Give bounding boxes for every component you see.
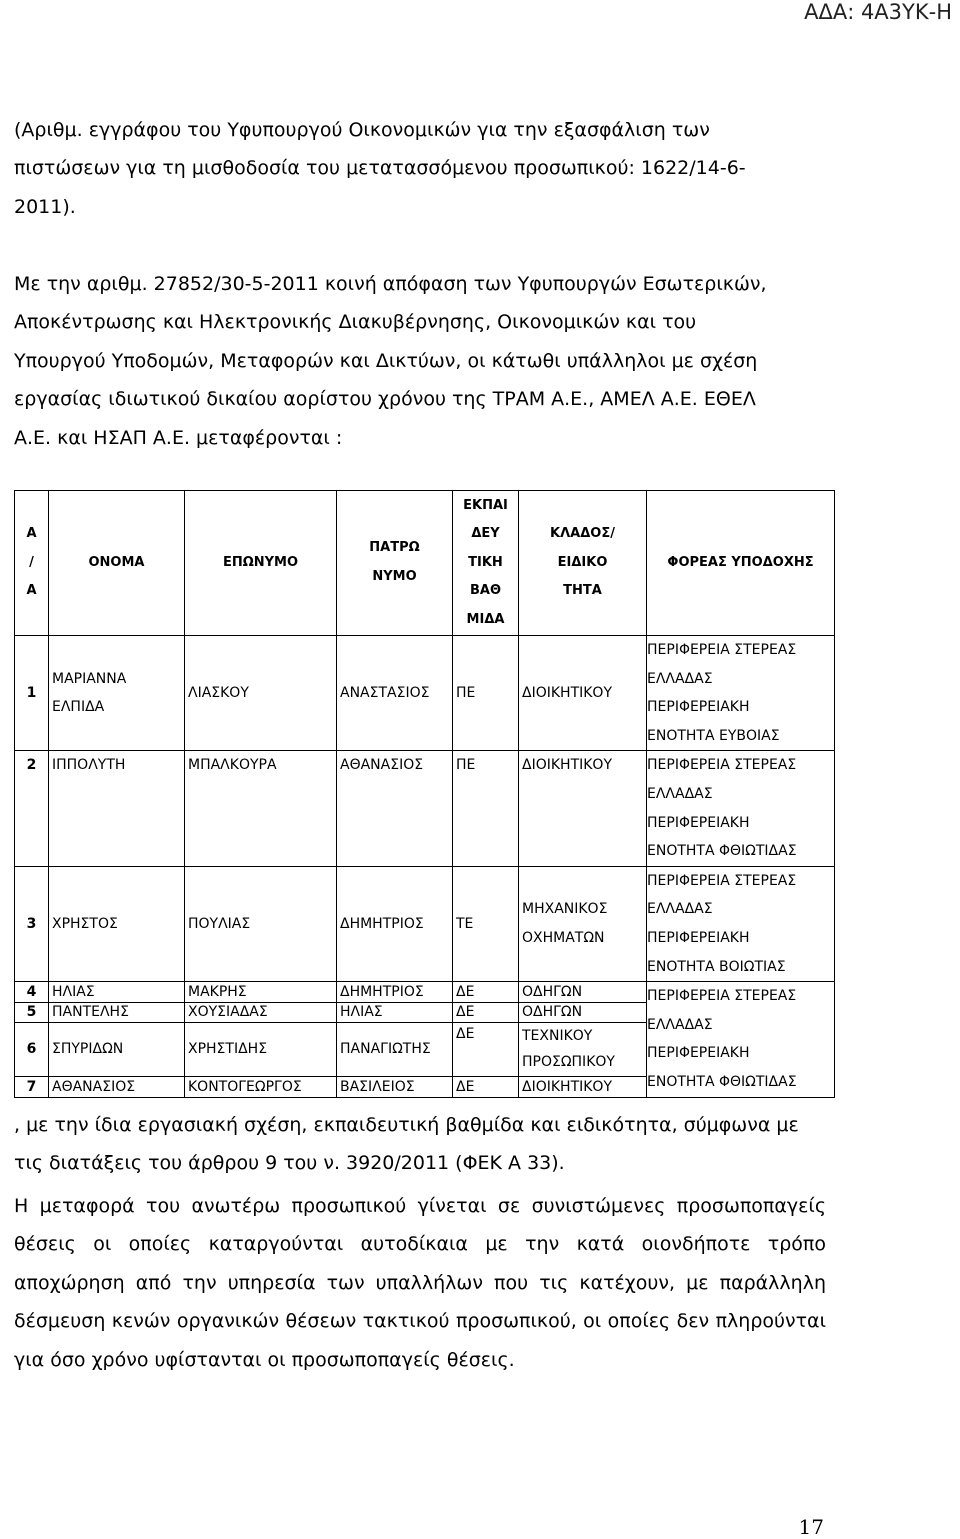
row-surname: ΛΙΑΣΚΟΥ bbox=[185, 636, 337, 751]
decision-line: Με την αριθμ. 27852/30-5-2011 κοινή απόφαση των Υφυπουργών Εσωτερικών, bbox=[14, 273, 767, 295]
row-specialty: ΟΔΗΓΩΝ bbox=[519, 982, 647, 1002]
closing-paragraph bbox=[14, 1106, 826, 1183]
row-grade: ΠΕ bbox=[453, 751, 519, 866]
decision-line: Α.Ε. και ΗΣΑΠ Α.Ε. μεταφέρονται : bbox=[14, 426, 343, 449]
row-name: ΜΑΡΙΑΝΝΑ ΕΛΠΙΔΑ bbox=[49, 636, 185, 751]
header-name: ΟΝΟΜΑ bbox=[49, 491, 185, 636]
intro-line: 2011). bbox=[14, 195, 76, 218]
row-carrier: ΠΕΡΙΦΕΡΕΙΑ ΣΤΕΡΕΑΣ ΕΛΛΑΔΑΣ ΠΕΡΙΦΕΡΕΙΑΚΗ ΕΝΟΤΗΤΑ ΦΘΙΩΤΙΔΑΣ bbox=[647, 751, 835, 866]
decision-paragraph bbox=[14, 265, 826, 457]
decision-line: εργασίας ιδιωτικού δικαίου αορίστου χρόνου της ΤΡΑΜ Α.Ε., ΑΜΕΛ Α.Ε. ΕΘΕΛ bbox=[14, 388, 756, 411]
table-row bbox=[15, 636, 835, 751]
row-surname: ΠΟΥΛΙΑΣ bbox=[185, 866, 337, 981]
decision-line: Υπουργού Υποδομών, Μεταφορών και Δικτύων, οι κάτωθι υπάλληλοι με σχέση bbox=[14, 349, 758, 372]
row-number: 5 bbox=[15, 1002, 49, 1022]
header-grade: ΕΚΠΑΙ ΔΕΥ ΤΙΚΗ ΒΑΘ ΜΙΔΑ bbox=[453, 491, 519, 636]
header-carrier: ΦΟΡΕΑΣ ΥΠΟΔΟΧΗΣ bbox=[647, 491, 835, 636]
row-number: 7 bbox=[15, 1077, 49, 1097]
row-father: ΔΗΜΗΤΡΙΟΣ bbox=[337, 866, 453, 981]
row-surname: ΧΟΥΣΙΑΔΑΣ bbox=[185, 1002, 337, 1022]
table-header-row bbox=[15, 491, 835, 636]
shared-carrier: ΠΕΡΙΦΕΡΕΙΑ ΣΤΕΡΕΑΣ ΕΛΛΑΔΑΣ ΠΕΡΙΦΕΡΕΙΑΚΗ ΕΝΟΤΗΤΑ ΦΘΙΩΤΙΔΑΣ bbox=[647, 982, 835, 1097]
page-number: 17 bbox=[798, 1515, 824, 1539]
header-surname: ΕΠΩΝΥΜΟ bbox=[185, 491, 337, 636]
row-name: ΑΘΑΝΑΣΙΟΣ bbox=[49, 1077, 185, 1097]
row-specialty: ΔΙΟΙΚΗΤΙΚΟΥ bbox=[519, 1077, 647, 1097]
row-father: ΠΑΝΑΓΙΩΤΗΣ bbox=[337, 1022, 453, 1076]
row-father: ΑΘΑΝΑΣΙΟΣ bbox=[337, 751, 453, 866]
row-grade: ΔΕ bbox=[453, 1022, 519, 1076]
row-father: ΗΛΙΑΣ bbox=[337, 1002, 453, 1022]
row-specialty: ΟΔΗΓΩΝ bbox=[519, 1002, 647, 1022]
row-name: ΠΑΝΤΕΛΗΣ bbox=[49, 1002, 185, 1022]
row-name: ΣΠΥΡΙΔΩΝ bbox=[49, 1022, 185, 1076]
row-grade: ΤΕ bbox=[453, 866, 519, 981]
row-name: ΙΠΠΟΛΥΤΗ bbox=[49, 751, 185, 866]
header-specialty: ΚΛΑΔΟΣ/ ΕΙΔΙΚΟ ΤΗΤΑ bbox=[519, 491, 647, 636]
row-grade: ΔΕ bbox=[453, 982, 519, 1002]
closing-line: , με την ίδια εργασιακή σχέση, εκπαιδευτική βαθμίδα και ειδικότητα, σύμφωνα με bbox=[14, 1114, 799, 1136]
row-carrier: ΠΕΡΙΦΕΡΕΙΑ ΣΤΕΡΕΑΣ ΕΛΛΑΔΑΣ ΠΕΡΙΦΕΡΕΙΑΚΗ ΕΝΟΤΗΤΑ ΕΥΒΟΙΑΣ bbox=[647, 636, 835, 751]
intro-line: πιστώσεων για τη μισθοδοσία του μετατασσόμενου προσωπικού: 1622/14-6- bbox=[14, 157, 746, 180]
table-row bbox=[15, 866, 835, 981]
ada-code: ΑΔΑ: 4Α3ΥΚ-Η bbox=[804, 0, 952, 24]
header-father: ΠΑΤΡΩ ΝΥΜΟ bbox=[337, 491, 453, 636]
row-number: 4 bbox=[15, 982, 49, 1002]
row-specialty: ΔΙΟΙΚΗΤΙΚΟΥ bbox=[519, 636, 647, 751]
table-row bbox=[15, 751, 835, 866]
row-grade: ΔΕ bbox=[453, 1002, 519, 1022]
intro-line: (Αριθμ. εγγράφου του Υφυπουργού Οικονομικών για την εξασφάλιση των bbox=[14, 119, 710, 141]
transfer-paragraph: Η μεταφορά του ανωτέρω προσωπικού γίνεται σε συνιστώμενες προσωποπαγείς θέσεις οι οποίες καταργούνται αυτοδίκαια με την κατά οιονδήποτε τρόπο αποχώρηση από την υπηρεσία των υπαλλήλων που τις κατέχουν, με παράλληλη δέσμευση κενών οργανικών θέσεων τακτικού προσωπικού, οι οποίες δεν πληρούνται για όσο χρόνο υφίστανται οι προσωποπαγείς θέσεις. bbox=[14, 1195, 826, 1371]
row-surname: ΜΠΑΛΚΟΥΡΑ bbox=[185, 751, 337, 866]
row-number: 1 bbox=[15, 636, 49, 751]
row-carrier: ΠΕΡΙΦΕΡΕΙΑ ΣΤΕΡΕΑΣ ΕΛΛΑΔΑΣ ΠΕΡΙΦΕΡΕΙΑΚΗ ΕΝΟΤΗΤΑ ΒΟΙΩΤΙΑΣ bbox=[647, 866, 835, 981]
row-surname: ΜΑΚΡΗΣ bbox=[185, 982, 337, 1002]
row-name: ΗΛΙΑΣ bbox=[49, 982, 185, 1002]
row-number: 3 bbox=[15, 866, 49, 981]
table-row bbox=[15, 982, 835, 1002]
row-number: 2 bbox=[15, 751, 49, 866]
row-grade: ΔΕ bbox=[453, 1077, 519, 1097]
intro-paragraph bbox=[14, 111, 826, 226]
row-name: ΧΡΗΣΤΟΣ bbox=[49, 866, 185, 981]
closing-line: τις διατάξεις του άρθρου 9 του ν. 3920/2011 (ΦΕΚ Α 33). bbox=[14, 1152, 565, 1175]
row-grade: ΠΕ bbox=[453, 636, 519, 751]
header-aa: Α / Α bbox=[15, 491, 49, 636]
row-surname: ΧΡΗΣΤΙΔΗΣ bbox=[185, 1022, 337, 1076]
row-specialty: ΔΙΟΙΚΗΤΙΚΟΥ bbox=[519, 751, 647, 866]
row-specialty: ΜΗΧΑΝΙΚΟΣ ΟΧΗΜΑΤΩΝ bbox=[519, 866, 647, 981]
row-father: ΔΗΜΗΤΡΙΟΣ bbox=[337, 982, 453, 1002]
row-father: ΑΝΑΣΤΑΣΙΟΣ bbox=[337, 636, 453, 751]
row-father: ΒΑΣΙΛΕΙΟΣ bbox=[337, 1077, 453, 1097]
decision-line: Αποκέντρωσης και Ηλεκτρονικής Διακυβέρνησης, Οικονομικών και του bbox=[14, 311, 697, 334]
staff-table bbox=[14, 490, 835, 1098]
row-surname: ΚΟΝΤΟΓΕΩΡΓΟΣ bbox=[185, 1077, 337, 1097]
row-specialty: ΤΕΧΝΙΚΟΥ ΠΡΟΣΩΠΙΚΟΥ bbox=[519, 1022, 647, 1076]
row-number: 6 bbox=[15, 1022, 49, 1076]
